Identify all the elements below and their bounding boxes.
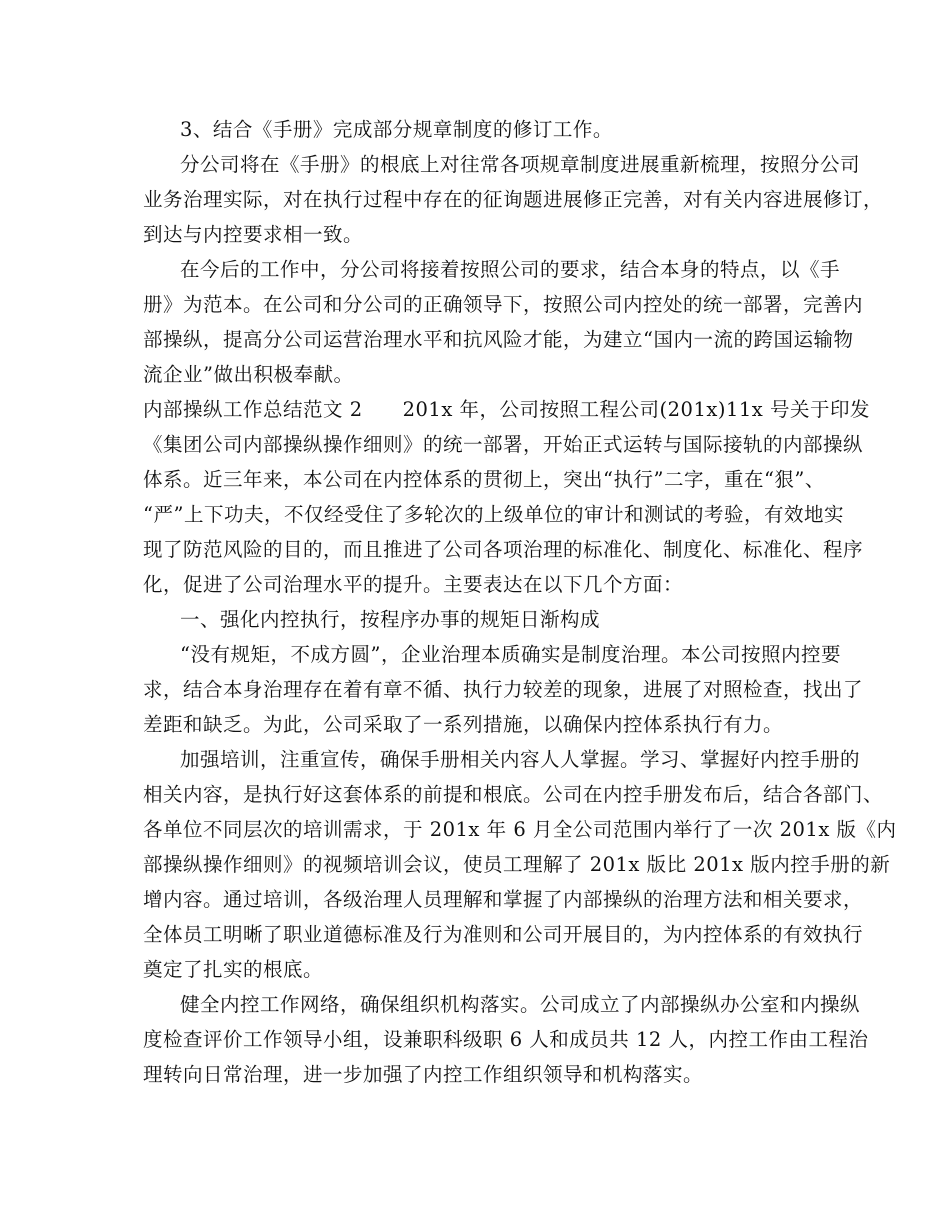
text-line: 相关内容，是执行好这套体系的前提和根底。公司在内控手册发布后，结合各部门、	[143, 783, 884, 806]
text-line: 部操纵操作细则》的视频培训会议，使员工理解了 201x 版比 201x 版内控手册的新	[143, 853, 891, 876]
text-line: 增内容。通过培训，各级治理人员理解和掌握了内部操纵的治理方法和相关要求，	[143, 888, 864, 911]
text-line: 到达与内控要求相一致。	[143, 223, 364, 246]
text-line: 全体员工明晰了职业道德标准及行为准则和公司开展目的，为内控体系的有效执行	[143, 923, 864, 946]
text-line: 分公司将在《手册》的根底上对往常各项规章制度进展重新梳理，按照分公司	[180, 153, 861, 176]
text-line: 奠定了扎实的根底。	[143, 958, 324, 981]
text-line: 册》为范本。在公司和分公司的正确领导下，按照公司内控处的统一部署，完善内	[143, 293, 864, 316]
text-line: 业务治理实际，对在执行过程中存在的征询题进展修正完善，对有关内容进展修订，	[143, 188, 884, 211]
text-line: 健全内控工作网络，确保组织机构落实。公司成立了内部操纵办公室和内操纵	[180, 993, 861, 1016]
text-line: 度检查评价工作领导小组，设兼职科级职 6 人和成员共 12 人，内控工作由工程治	[143, 1028, 869, 1051]
text-line: 体系。近三年来，本公司在内控体系的贯彻上，突出“执行”二字，重在“狠”、	[143, 468, 825, 491]
text-line: 现了防范风险的目的，而且推进了公司各项治理的标准化、制度化、标准化、程序	[143, 538, 864, 561]
text-line: 《集团公司内部操纵操作细则》的统一部署，开始正式运转与国际接轨的内部操纵	[143, 433, 864, 456]
text-line: 理转向日常治理，进一步加强了内控工作组织领导和机构落实。	[143, 1063, 704, 1086]
text-line: “没有规矩，不成方圆”，企业治理本质确实是制度治理。本公司按照内控要	[180, 643, 841, 666]
text-line: “严”上下功夫，不仅经受住了多轮次的上级单位的审计和测试的考验，有效地实	[143, 503, 844, 526]
text-line: 差距和缺乏。为此，公司采取了一系列措施，以确保内控体系执行有力。	[143, 713, 784, 736]
text-line: 3、结合《手册》完成部分规章制度的修订工作。	[180, 118, 613, 141]
text-line: 部操纵，提高分公司运营治理水平和抗风险才能，为建立“国内一流的跨国运输物	[143, 328, 854, 351]
text-line: 在今后的工作中，分公司将接着按照公司的要求，结合本身的特点，以《手	[180, 258, 841, 281]
text-line: 化，促进了公司治理水平的提升。主要表达在以下几个方面：	[143, 573, 684, 596]
section-heading: 一、强化内控执行，按程序办事的规矩日渐构成	[180, 608, 601, 631]
text-line: 内部操纵工作总结范文 2 201x 年，公司按照工程公司(201x)11x 号关于印发	[143, 398, 870, 421]
text-line: 求，结合本身治理存在着有章不循、执行力较差的现象，进展了对照检查，找出了	[143, 678, 864, 701]
text-line: 加强培训，注重宣传，确保手册相关内容人人掌握。学习、掌握好内控手册的	[180, 748, 861, 771]
text-line: 流企业”做出积极奉献。	[143, 363, 354, 386]
text-line: 各单位不同层次的培训需求，于 201x 年 6 月全公司范围内举行了一次 201x 版《内	[143, 818, 897, 841]
